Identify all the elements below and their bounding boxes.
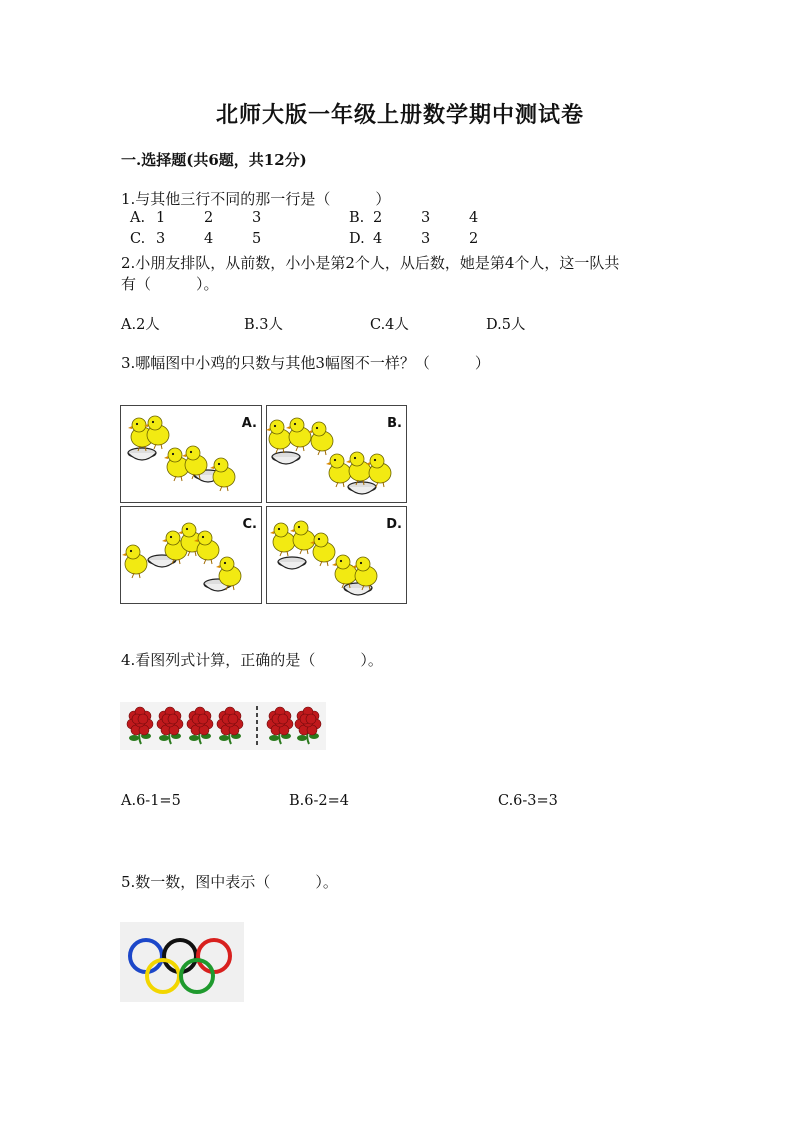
option-number: 4 <box>373 231 383 247</box>
option-number: 5 <box>252 231 262 247</box>
option-letter: C. <box>130 231 146 247</box>
question-3-stem: 3.哪幅图中小鸡的只数与其他3幅图不一样？（ ） <box>121 354 490 372</box>
question-2-stem-line2: 有（ ）。 <box>121 275 219 293</box>
flower-figure <box>120 702 326 750</box>
option-number: 2 <box>204 210 214 226</box>
q4-option-c[interactable]: C.6-3=3 <box>498 793 558 809</box>
q1-option-d[interactable] <box>349 231 479 247</box>
rings-background <box>120 922 244 1002</box>
q4-option-b[interactable]: B.6-2=4 <box>289 793 349 809</box>
chick-icon <box>290 521 315 554</box>
q1-option-c[interactable] <box>130 231 262 247</box>
option-letter: B. <box>349 210 365 226</box>
panel-label: D. <box>386 517 402 532</box>
option-letter: A. <box>130 210 146 226</box>
panel-label: C. <box>242 517 257 532</box>
page-title: 北师大版一年级上册数学期中测试卷 <box>215 102 584 128</box>
chick-icon <box>346 452 371 485</box>
q2-option-d[interactable]: D.5人 <box>486 317 526 333</box>
chick-icon <box>122 545 147 578</box>
bowl-icon <box>278 562 306 569</box>
chick-panel-drawing <box>122 523 241 591</box>
q4-option-a[interactable]: A.6-1=5 <box>121 793 181 809</box>
chick-figure <box>120 405 408 605</box>
chick-icon <box>308 422 333 455</box>
option-number: 4 <box>469 210 479 226</box>
question-2-stem-line1: 2.小朋友排队，从前数，小小是第2个人，从后数，她是第4个人，这一队共 <box>121 254 620 272</box>
bowl-icon <box>272 457 300 464</box>
option-number: 3 <box>156 231 166 247</box>
section-heading: 一.选择题(共6题，共12分) <box>121 151 307 169</box>
option-number: 4 <box>204 231 214 247</box>
option-number: 3 <box>421 231 431 247</box>
panel-label: B. <box>387 416 402 431</box>
bowl-icon <box>344 588 372 595</box>
q1-option-b[interactable] <box>349 210 479 226</box>
question-4-stem: 4.看图列式计算，正确的是（ ）。 <box>121 651 383 669</box>
chick-panel-drawing <box>266 418 391 494</box>
chick-icon <box>270 523 295 556</box>
bowl-icon <box>348 487 376 494</box>
chick-icon <box>266 420 291 453</box>
q2-option-a[interactable]: A.2人 <box>121 317 160 333</box>
option-number: 3 <box>252 210 262 226</box>
option-number: 2 <box>373 210 383 226</box>
chick-panel-drawing <box>270 521 377 595</box>
chick-icon <box>366 454 391 487</box>
panel-label: A. <box>241 416 257 431</box>
question-5-stem: 5.数一数，图中表示（ ）。 <box>121 873 338 891</box>
chick-icon <box>326 454 351 487</box>
chick-illustrations <box>120 405 408 605</box>
option-number: 1 <box>156 210 166 226</box>
chick-icon <box>286 418 311 451</box>
option-number: 2 <box>469 231 479 247</box>
chick-icon <box>210 458 235 491</box>
bowl-icon <box>128 453 156 460</box>
olympic-rings-figure <box>120 922 244 1002</box>
option-letter: D. <box>349 231 365 247</box>
q1-option-a[interactable] <box>130 210 262 226</box>
q2-option-c[interactable]: C.4人 <box>370 317 409 333</box>
option-number: 3 <box>421 210 431 226</box>
q2-option-b[interactable]: B.3人 <box>244 317 283 333</box>
question-1-stem: 1.与其他三行不同的那一行是（ ） <box>121 190 391 208</box>
chick-panel-drawing <box>128 416 235 491</box>
